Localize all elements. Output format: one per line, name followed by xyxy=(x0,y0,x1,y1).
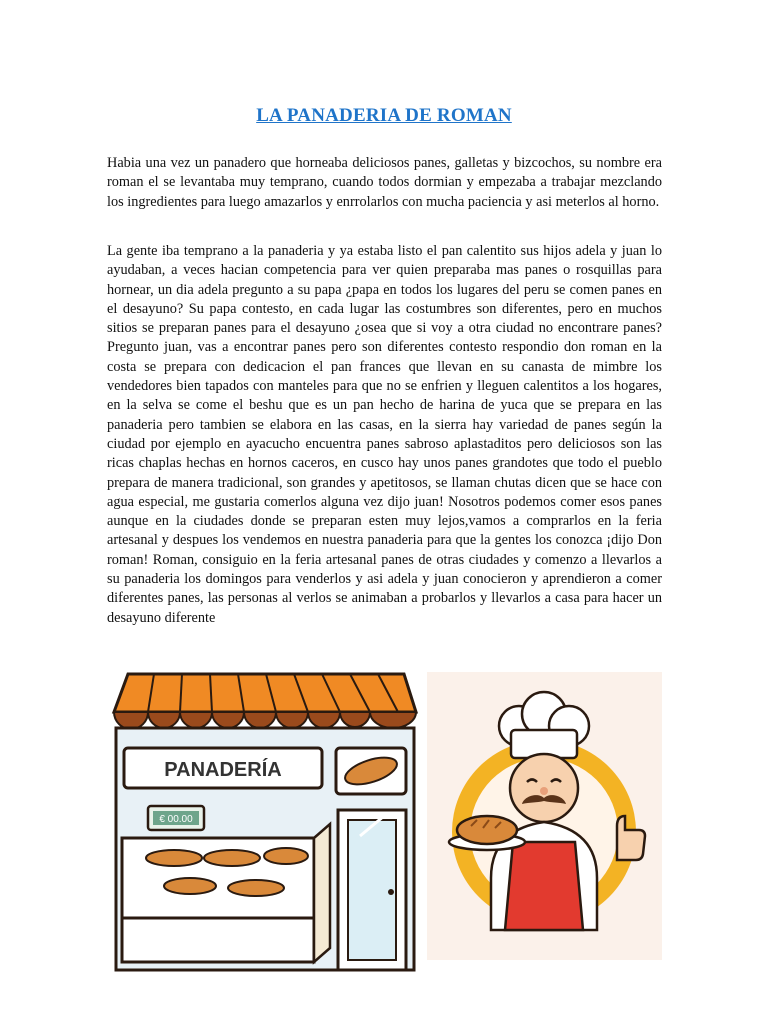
bread-icon xyxy=(228,880,284,896)
price-text: € 00.00 xyxy=(159,814,193,825)
bread-icon xyxy=(264,848,308,864)
paragraph-1: Habia una vez un panadero que horneaba deliciosos panes, galletas y bizcochos, su nombre era roman el se levantaba muy temprano, cuando todos dormian y empezaba a trabajar mezclando los ingredientes para luego amazarlos y enrrolarlos con mucha paciencia y asi meterlos al horno. xyxy=(107,155,662,210)
bread-icon xyxy=(146,850,202,866)
shop-sign xyxy=(124,748,322,788)
apron xyxy=(505,842,583,930)
bakery-shop-illustration xyxy=(108,666,420,974)
paragraph-2: La gente iba temprano a la panaderia y ya estaba listo el pan calentito sus hijos adela y juan lo ayudaban, a veces hacian competencia para ver quien preparaba mas panes o rosquillas para hornear, un dia adela pregunto a su papa ¿papa en todos los lugares del peru se comen panes en el desayuno? Su papa contesto, en cada lugar las costumbres son diferentes, pero en muchos sitios se preparan panes para el desayuno ¿osea que si voy a otra ciudad no encontrare panes? Pregunto juan, vas a encontrar panes pero son diferentes contesto respondio don roman en la costa se prepara con dedicacion el pan frances que llevan en su canasta de mimbre los vendedores bien tapados con manteles para que no se enfrien y lleguen calentitos a los hogares, en la selva se come el beshu que es un pan hecho de harina de yuca que se prepara en las panaderia pero tambien se elabora en las casas, en la sierra hay variedad de panes según la ciudad por ejemplo en ayacucho encuentra panes sabroso aplastaditos pero deliciosos son las ricas chaplas hechas en hornos caceros, en cusco hay unos panes grandotes que todo el pueblo prepara de manera tradicional, son grandes y apetitosos, se llaman chutas dicen que se hace con agua especial, me gustaria comerlos alguna vez dijo juan! Nosotros podemos comer esos panes aunque en la ciudades donde se preparan esten muy lejos,vamos a comprarlos en la feria artesanal y despues los vendemos en nuestra panaderia para que la gentes los conozca ¡dijo Don roman! Roman, consiguio en la feria artesanal panes de otras ciudades y comenzo a llevarlos a su panaderia los domingos para venderlos y asi adela y juan conocieron y aprendieron a comer diferentes panes, las personas al verlos se animaban a probarlos y llevarlos a casa para hacer un desayuno diferente xyxy=(107,243,662,626)
chef-illustration xyxy=(427,672,662,960)
shop-sign-text: PANADERÍA xyxy=(164,759,282,781)
bread-icon xyxy=(204,850,260,866)
awning xyxy=(114,674,416,729)
shop-door xyxy=(338,810,406,970)
bread-icon xyxy=(164,878,216,894)
bread-display-case xyxy=(122,824,330,962)
page-title: LA PANADERIA DE ROMAN xyxy=(256,104,512,126)
price-display xyxy=(148,806,204,830)
chef-hat-icon xyxy=(499,692,589,758)
